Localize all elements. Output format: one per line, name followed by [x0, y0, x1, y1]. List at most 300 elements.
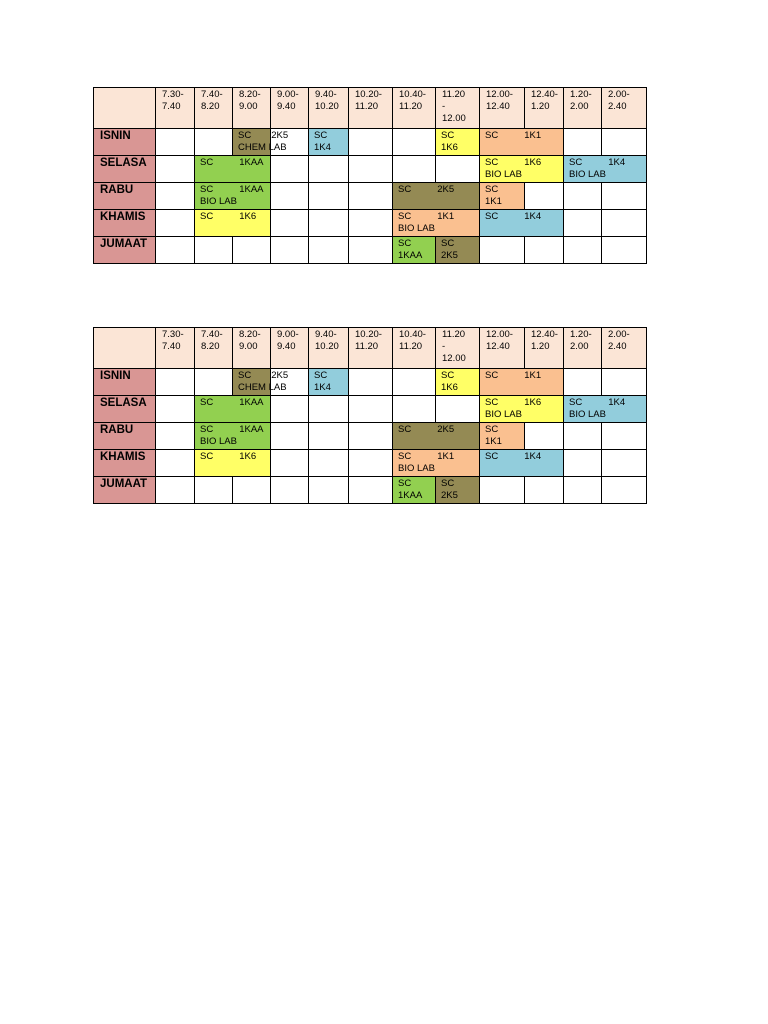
- class-code: 1K6: [524, 157, 542, 168]
- time-slot-line: 9.00-: [277, 329, 299, 340]
- class-code: 1K6: [239, 451, 257, 462]
- empty-slot: [156, 423, 195, 450]
- time-slot-header: [349, 328, 393, 369]
- empty-slot: [480, 477, 525, 504]
- time-slot-header: [309, 88, 349, 129]
- empty-slot: [602, 129, 647, 156]
- class-code: 1K1: [524, 130, 542, 141]
- slot-content: [480, 396, 563, 421]
- day-row: [94, 369, 647, 396]
- time-slot-line: 11.20: [355, 341, 379, 352]
- slot-content: [393, 237, 435, 262]
- day-label: KHAMIS: [94, 210, 156, 237]
- slot-line-1: [200, 184, 270, 196]
- time-slot-line: 11.20: [442, 89, 466, 100]
- time-slot-header: [393, 328, 436, 369]
- empty-slot: [156, 477, 195, 504]
- empty-slot: [195, 477, 233, 504]
- day-row: [94, 156, 647, 183]
- empty-slot: [602, 423, 647, 450]
- empty-slot: [271, 477, 309, 504]
- subject-code: SC: [200, 397, 214, 408]
- class-code: 2K5: [441, 490, 458, 501]
- slot-line-1: [200, 211, 270, 223]
- room-name: BIO LAB: [569, 169, 606, 180]
- time-slot-line: 12.40: [486, 101, 510, 112]
- time-slot-line: 8.20-: [239, 89, 261, 100]
- slot-line-1: [314, 370, 348, 382]
- subject-code: SC: [485, 397, 499, 408]
- slot-content: [393, 477, 435, 502]
- day-label: ISNIN: [94, 129, 156, 156]
- time-slot-line: 9.00-: [277, 89, 299, 100]
- class-slot: [480, 129, 564, 156]
- time-slot-line: 12.40-: [531, 329, 558, 340]
- class-code: 1KAA: [239, 184, 264, 195]
- time-slot-line: -: [442, 341, 446, 352]
- empty-slot: [349, 183, 393, 210]
- slot-line-1: [485, 370, 563, 382]
- empty-slot: [349, 237, 393, 264]
- class-code: 1K4: [608, 157, 626, 168]
- time-slot-line: -: [442, 101, 446, 112]
- slot-line-1: [441, 130, 479, 142]
- room-name: BIO LAB: [485, 409, 522, 420]
- subject-code: SC: [314, 370, 328, 381]
- slot-line-1: [485, 130, 563, 142]
- empty-slot: [525, 237, 564, 264]
- slot-line-1: [398, 184, 479, 196]
- time-slot-line: 9.00: [239, 341, 258, 352]
- class-code: 1K1: [437, 451, 455, 462]
- slot-content: [480, 156, 563, 181]
- time-slot-line: 8.20-: [239, 329, 261, 340]
- class-slot: [480, 396, 564, 423]
- slot-line-1: [314, 130, 348, 142]
- time-slot-line: 7.40: [162, 101, 181, 112]
- empty-slot: [564, 183, 602, 210]
- empty-slot: [233, 477, 271, 504]
- slot-content: [309, 369, 348, 394]
- class-code: 1K1: [437, 211, 455, 222]
- class-slot: [233, 129, 289, 156]
- empty-slot: [602, 237, 647, 264]
- corner-cell: [94, 88, 156, 129]
- slot-line-1: [398, 424, 479, 436]
- time-slot-line: 9.40-: [315, 329, 337, 340]
- subject-code: SC: [485, 370, 499, 381]
- empty-slot: [271, 156, 309, 183]
- time-slot-line: 10.20-: [355, 89, 382, 100]
- subject-code: SC: [485, 424, 499, 435]
- empty-slot: [564, 210, 602, 237]
- empty-slot: [233, 237, 271, 264]
- subject-code: SC: [398, 478, 412, 489]
- slot-content: [195, 156, 270, 169]
- empty-slot: [271, 210, 309, 237]
- empty-slot: [436, 156, 480, 183]
- class-slot: [564, 156, 647, 183]
- slot-line-1: [485, 397, 563, 409]
- day-label: SELASA: [94, 156, 156, 183]
- time-slot-line: 2.00-: [608, 329, 630, 340]
- subject-code: SC: [200, 211, 214, 222]
- class-slot: [195, 156, 271, 183]
- empty-slot: [525, 183, 564, 210]
- slot-line-1: [441, 478, 479, 490]
- slot-line-1: [485, 211, 563, 223]
- slot-content: [195, 450, 270, 463]
- empty-slot: [156, 156, 195, 183]
- class-code: 1K4: [524, 451, 542, 462]
- slot-line-1: [485, 157, 563, 169]
- empty-slot: [309, 237, 349, 264]
- day-row: [94, 423, 647, 450]
- empty-slot: [393, 129, 436, 156]
- empty-slot: [309, 477, 349, 504]
- time-slot-line: 11.20: [442, 329, 466, 340]
- empty-slot: [564, 450, 602, 477]
- subject-code: SC: [238, 370, 252, 381]
- time-slot-header: [156, 88, 195, 129]
- time-slot-header: [195, 328, 233, 369]
- room-name: BIO LAB: [200, 196, 237, 207]
- time-slot-header: [480, 88, 525, 129]
- slot-content: [233, 129, 289, 154]
- time-slot-line: 1.20-: [570, 329, 592, 340]
- class-slot: [393, 477, 436, 504]
- empty-slot: [195, 237, 233, 264]
- empty-slot: [309, 450, 349, 477]
- empty-slot: [156, 450, 195, 477]
- subject-code: SC: [441, 478, 455, 489]
- class-slot: [436, 477, 480, 504]
- time-slot-line: 10.20-: [355, 329, 382, 340]
- slot-line-1: [441, 370, 479, 382]
- time-slot-line: 2.00: [570, 101, 589, 112]
- slot-content: [195, 396, 270, 409]
- slot-content: [436, 237, 479, 262]
- empty-slot: [195, 129, 233, 156]
- slot-line-1: [485, 424, 524, 436]
- slot-line-1: [485, 184, 524, 196]
- slot-content: [480, 210, 563, 223]
- class-code: 1K4: [524, 211, 542, 222]
- time-slot-line: 7.30-: [162, 329, 184, 340]
- empty-slot: [349, 450, 393, 477]
- class-code: 1K4: [608, 397, 626, 408]
- slot-content: [564, 156, 646, 181]
- time-slot-header: [525, 328, 564, 369]
- slot-content: [393, 450, 479, 475]
- day-label: KHAMIS: [94, 450, 156, 477]
- header-row: [94, 88, 647, 129]
- empty-slot: [309, 183, 349, 210]
- class-code: 1K4: [314, 142, 331, 153]
- empty-slot: [564, 477, 602, 504]
- time-slot-line: 12.00-: [486, 89, 513, 100]
- day-row: [94, 450, 647, 477]
- time-slot-line: 11.20: [399, 101, 423, 112]
- day-row: [94, 129, 647, 156]
- empty-slot: [602, 183, 647, 210]
- empty-slot: [156, 129, 195, 156]
- slot-line-1: [398, 238, 435, 250]
- empty-slot: [349, 129, 393, 156]
- time-slot-line: 10.40-: [399, 329, 426, 340]
- day-label: JUMAAT: [94, 477, 156, 504]
- slot-line-1: [200, 397, 270, 409]
- slot-content: [195, 423, 270, 448]
- room-name: BIO LAB: [200, 436, 237, 447]
- slot-line-1: [238, 370, 289, 382]
- subject-code: SC: [398, 238, 412, 249]
- time-slot-header: [271, 88, 309, 129]
- subject-code: SC: [441, 238, 455, 249]
- time-slot-line: 2.40: [608, 101, 627, 112]
- empty-slot: [349, 423, 393, 450]
- empty-slot: [271, 423, 309, 450]
- empty-slot: [602, 477, 647, 504]
- time-slot-line: 12.40-: [531, 89, 558, 100]
- time-slot-line: 1.20-: [570, 89, 592, 100]
- class-code: 2K5: [437, 184, 455, 195]
- class-slot: [436, 129, 480, 156]
- class-slot: [436, 237, 480, 264]
- subject-code: SC: [398, 451, 412, 462]
- room-name: BIO LAB: [398, 223, 435, 234]
- day-row: [94, 210, 647, 237]
- empty-slot: [564, 423, 602, 450]
- class-code: 1K6: [239, 211, 257, 222]
- subject-code: SC: [441, 370, 455, 381]
- class-slot: [480, 423, 525, 450]
- subject-code: SC: [569, 157, 583, 168]
- subject-code: SC: [485, 211, 499, 222]
- slot-content: [436, 369, 479, 394]
- time-slot-line: 1.20: [531, 101, 550, 112]
- slot-line-1: [238, 130, 289, 142]
- empty-slot: [195, 369, 233, 396]
- class-slot: [309, 129, 349, 156]
- slot-content: [480, 369, 563, 382]
- empty-slot: [564, 369, 602, 396]
- class-slot: [393, 237, 436, 264]
- time-slot-header: [602, 328, 647, 369]
- time-slot-header: [309, 328, 349, 369]
- time-slot-header: [233, 328, 271, 369]
- empty-slot: [309, 156, 349, 183]
- time-slot-header: [156, 328, 195, 369]
- empty-slot: [156, 237, 195, 264]
- class-slot: [195, 396, 271, 423]
- slot-line-1: [200, 451, 270, 463]
- class-slot: [195, 450, 271, 477]
- slot-content: [393, 423, 479, 436]
- class-code: 1K6: [441, 142, 458, 153]
- header-row: [94, 328, 647, 369]
- empty-slot: [349, 369, 393, 396]
- time-slot-header: [233, 88, 271, 129]
- slot-content: [393, 210, 479, 235]
- class-slot: [195, 183, 271, 210]
- class-code: 1K1: [524, 370, 542, 381]
- class-slot: [393, 183, 480, 210]
- time-slot-line: 2.00-: [608, 89, 630, 100]
- empty-slot: [271, 183, 309, 210]
- subject-code: SC: [485, 157, 499, 168]
- time-slot-line: 2.00: [570, 341, 589, 352]
- subject-code: SC: [398, 211, 412, 222]
- empty-slot: [436, 396, 480, 423]
- time-slot-line: 9.40: [277, 341, 296, 352]
- time-slot-line: 12.00: [442, 113, 466, 124]
- room-name: CHEM LAB: [238, 142, 287, 153]
- empty-slot: [156, 369, 195, 396]
- class-slot: [309, 369, 349, 396]
- empty-slot: [525, 423, 564, 450]
- class-slot: [436, 369, 480, 396]
- class-slot: [393, 450, 480, 477]
- empty-slot: [602, 210, 647, 237]
- time-slot-header: [436, 328, 480, 369]
- slot-content: [233, 369, 289, 394]
- subject-code: SC: [314, 130, 328, 141]
- class-code: 2K5: [271, 130, 289, 141]
- subject-code: SC: [200, 157, 214, 168]
- time-slot-line: 8.20: [201, 101, 220, 112]
- time-slot-line: 7.30-: [162, 89, 184, 100]
- slot-content: [564, 396, 646, 421]
- empty-slot: [156, 210, 195, 237]
- empty-slot: [349, 477, 393, 504]
- empty-slot: [349, 396, 393, 423]
- empty-slot: [564, 129, 602, 156]
- time-slot-line: 11.20: [355, 101, 379, 112]
- time-slot-header: [271, 328, 309, 369]
- day-row: [94, 237, 647, 264]
- empty-slot: [393, 369, 436, 396]
- class-slot: [393, 210, 480, 237]
- subject-code: SC: [485, 184, 499, 195]
- empty-slot: [271, 450, 309, 477]
- slot-content: [195, 183, 270, 208]
- subject-code: SC: [200, 184, 214, 195]
- empty-slot: [156, 396, 195, 423]
- slot-content: [309, 129, 348, 154]
- empty-slot: [309, 210, 349, 237]
- class-slot: [195, 210, 271, 237]
- time-slot-line: 1.20: [531, 341, 550, 352]
- subject-code: SC: [238, 130, 252, 141]
- empty-slot: [564, 237, 602, 264]
- time-slot-header: [525, 88, 564, 129]
- room-name: CHEM LAB: [238, 382, 287, 393]
- time-slot-line: 8.20: [201, 341, 220, 352]
- empty-slot: [349, 156, 393, 183]
- time-slot-line: 12.40: [486, 341, 510, 352]
- slot-line-1: [441, 238, 479, 250]
- class-slot: [195, 423, 271, 450]
- subject-code: SC: [200, 451, 214, 462]
- slot-content: [480, 129, 563, 142]
- time-slot-header: [195, 88, 233, 129]
- empty-slot: [271, 237, 309, 264]
- class-slot: [480, 210, 564, 237]
- time-slot-header: [480, 328, 525, 369]
- class-code: 2K5: [271, 370, 289, 381]
- time-slot-line: 12.00-: [486, 329, 513, 340]
- time-slot-line: 9.40-: [315, 89, 337, 100]
- time-slot-line: 2.40: [608, 341, 627, 352]
- empty-slot: [349, 210, 393, 237]
- class-code: 1K4: [314, 382, 331, 393]
- subject-code: SC: [398, 424, 412, 435]
- time-slot-header: [602, 88, 647, 129]
- room-name: BIO LAB: [485, 169, 522, 180]
- time-slot-line: 7.40-: [201, 89, 223, 100]
- time-slot-line: 10.20: [315, 101, 339, 112]
- empty-slot: [309, 423, 349, 450]
- subject-code: SC: [569, 397, 583, 408]
- empty-slot: [156, 183, 195, 210]
- slot-line-1: [569, 157, 646, 169]
- slot-line-1: [200, 424, 270, 436]
- class-slot: [480, 369, 564, 396]
- slot-content: [480, 183, 524, 208]
- time-slot-header: [393, 88, 436, 129]
- time-slot-line: 9.40: [277, 101, 296, 112]
- time-slot-line: 11.20: [399, 341, 423, 352]
- slot-line-1: [200, 157, 270, 169]
- slot-line-1: [398, 451, 479, 463]
- day-row: [94, 183, 647, 210]
- class-code: 1KAA: [239, 424, 264, 435]
- slot-content: [393, 183, 479, 196]
- class-slot: [480, 183, 525, 210]
- empty-slot: [393, 396, 436, 423]
- timetable-1: [93, 87, 647, 264]
- empty-slot: [525, 477, 564, 504]
- slot-line-1: [569, 397, 646, 409]
- class-code: 2K5: [441, 250, 458, 261]
- class-code: 2K5: [437, 424, 455, 435]
- time-slot-line: 10.40-: [399, 89, 426, 100]
- time-slot-header: [564, 88, 602, 129]
- timetable-2: [93, 327, 647, 504]
- class-code: 1K6: [524, 397, 542, 408]
- subject-code: SC: [441, 130, 455, 141]
- day-label: ISNIN: [94, 369, 156, 396]
- day-row: [94, 477, 647, 504]
- subject-code: SC: [485, 130, 499, 141]
- class-slot: [480, 156, 564, 183]
- day-row: [94, 396, 647, 423]
- class-slot: [393, 423, 480, 450]
- slot-content: [436, 129, 479, 154]
- slot-content: [436, 477, 479, 502]
- class-code: 1KAA: [398, 490, 423, 501]
- class-code: 1K6: [441, 382, 458, 393]
- room-name: BIO LAB: [569, 409, 606, 420]
- time-slot-line: 7.40: [162, 341, 181, 352]
- class-code: 1KAA: [239, 157, 264, 168]
- empty-slot: [602, 369, 647, 396]
- subject-code: SC: [200, 424, 214, 435]
- class-code: 1K1: [485, 436, 502, 447]
- day-label: RABU: [94, 423, 156, 450]
- class-code: 1KAA: [239, 397, 264, 408]
